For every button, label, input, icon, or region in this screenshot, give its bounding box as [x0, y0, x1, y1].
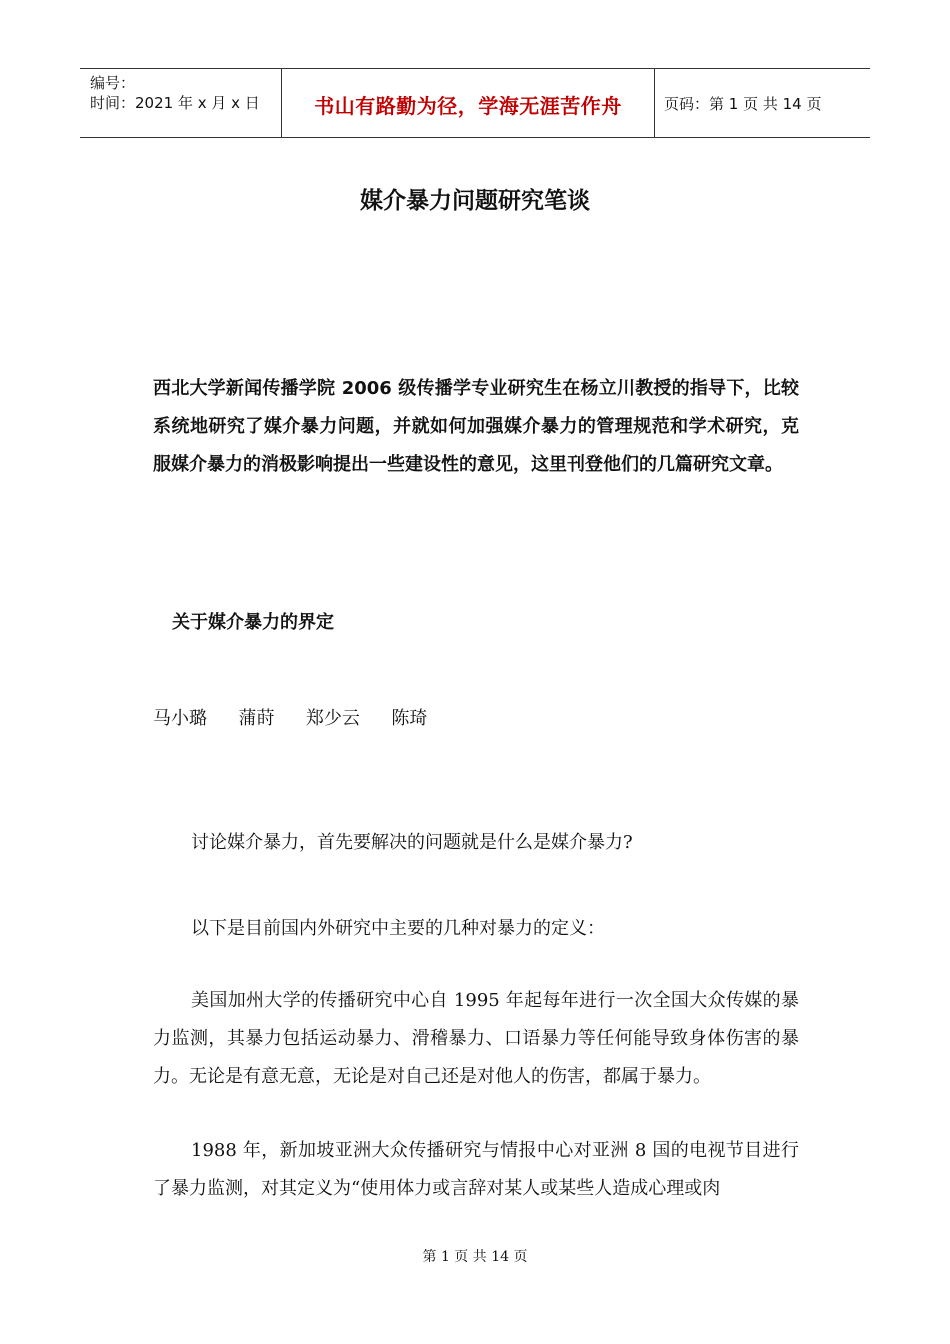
body-paragraph-1: 讨论媒介暴力，首先要解决的问题就是什么是媒介暴力? — [191, 832, 633, 853]
section-heading: 关于媒介暴力的界定 — [172, 612, 334, 633]
header-info-cell — [80, 69, 280, 137]
header-page-number: 页码：第 1 页 共 14 页 — [664, 95, 822, 113]
document-date-label: 时间：2021 年 x 月 x 日 — [90, 94, 260, 112]
intro-paragraph: 西北大学新闻传播学院 2006 级传播学专业研究生在杨立川教授的指导下，比较系统地研究了媒介暴力问题，并就如何加强媒介暴力的管理规范和学术研究，克服媒介暴力的消极影响提出一些建设性的意见，这里刊登他们的几篇研究文章。 — [153, 378, 799, 475]
header-page-cell — [654, 69, 870, 137]
authors-line: 马小璐 蒲莳 郑少云 陈琦 — [153, 708, 428, 729]
body-paragraph-3: 美国加州大学的传播研究中心自 1995 年起每年进行一次全国大众传媒的暴力监测，其暴力包括运动暴力、滑稽暴力、口语暴力等任何能导致身体伤害的暴力。无论是有意无意，无论是对自己还是对他人的伤害，都属于暴力。 — [153, 990, 799, 1087]
header-motto: 书山有路勤为径，学海无涯苦作舟 — [314, 94, 622, 118]
document-number-label: 编号： — [90, 74, 136, 92]
body-paragraph-2: 以下是目前国内外研究中主要的几种对暴力的定义： — [191, 918, 605, 939]
header-motto-cell — [281, 69, 655, 137]
document-title: 媒介暴力问题研究笔谈 — [360, 188, 590, 214]
page-footer: 第 1 页 共 14 页 — [422, 1249, 528, 1265]
page-header — [80, 68, 870, 138]
body-paragraph-4: 1988 年，新加坡亚洲大众传播研究与情报中心对亚洲 8 国的电视节目进行了暴力监测，对其定义为“使用体力或言辞对某人或某些人造成心理或肉 — [153, 1140, 799, 1199]
